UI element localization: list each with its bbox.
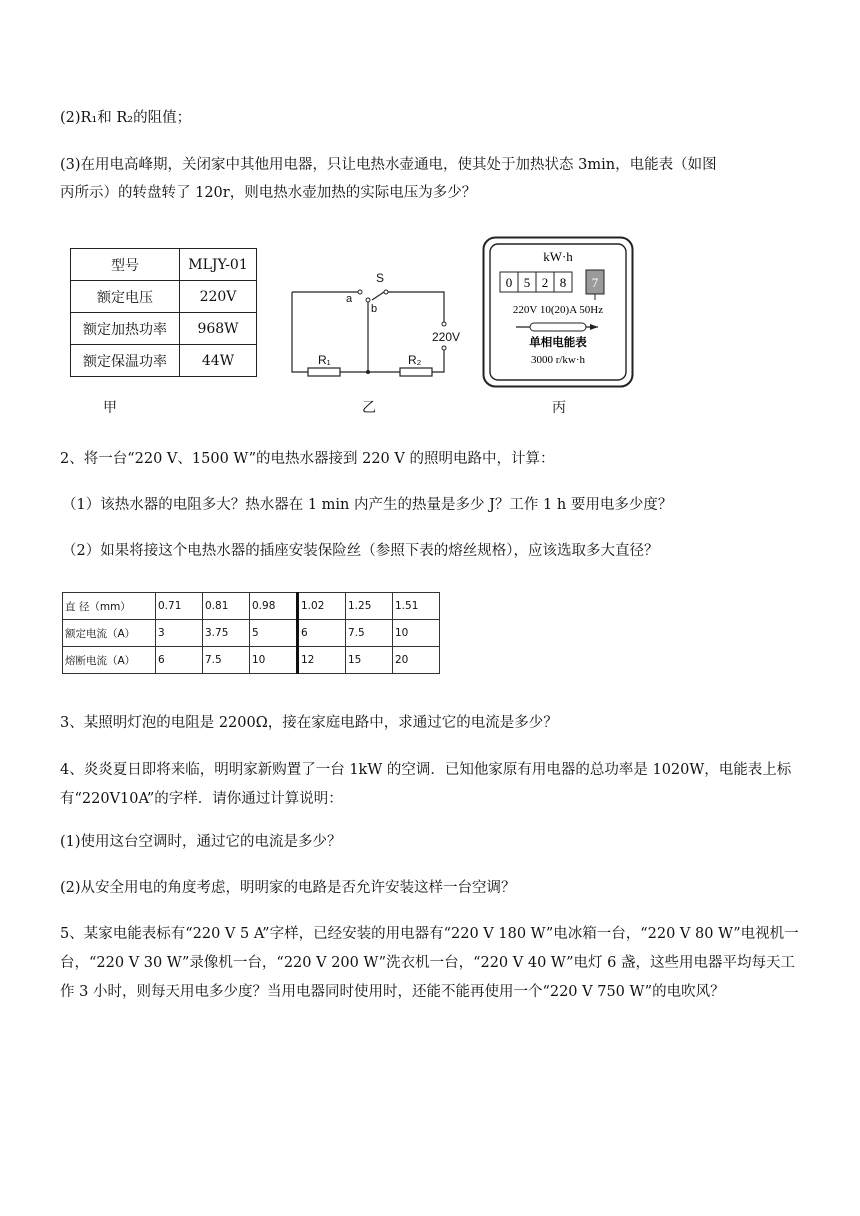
table-row: [63, 593, 440, 620]
spec-value: 220V: [180, 281, 257, 313]
question-4-part-1: (1)使用这台空调时，通过它的电流是多少？: [60, 834, 342, 850]
meter-name: 单相电能表: [529, 335, 587, 349]
fuse-cell: 10: [393, 620, 440, 647]
fuse-cell: 6: [298, 620, 346, 647]
contact-b-label: b: [371, 303, 378, 315]
question-1-part-3-line-1: (3)在用电高峰期，关闭家中其他用电器，只让电热水壶通电，使其处于加热状态 3min，电能表（如图: [60, 157, 717, 173]
question-3: 3、某照明灯泡的电阻是 2200Ω，接在家庭电路中，求通过它的电流是多少？: [60, 715, 558, 731]
r2-resistor: [400, 368, 432, 376]
meter-digit: 0: [505, 275, 513, 290]
fuse-row-header: 熔断电流（A）: [63, 647, 156, 674]
switch-label: S: [376, 271, 385, 285]
table-row: [71, 345, 257, 377]
spec-key: 额定加热功率: [71, 313, 180, 345]
r2-label: R₂: [408, 353, 422, 367]
spec-key: 额定电压: [71, 281, 180, 313]
figure-label-bing: 丙: [552, 400, 566, 416]
question-2-part-1: （1）该热水器的电阻多大？热水器在 1 min 内产生的热量是多少 J？工作 1 h 要用电多少度？: [62, 497, 673, 513]
circuit-diagram: [280, 262, 470, 392]
fuse-cell: 20: [393, 647, 440, 674]
table-row: [63, 647, 440, 674]
question-1-part-3-line-2: 丙所示）的转盘转了 120r，则电热水壶加热的实际电压为多少？: [60, 185, 477, 201]
figure-label-yi: 乙: [362, 400, 376, 416]
fuse-cell: 3: [156, 620, 203, 647]
table-row: [63, 620, 440, 647]
meter-digit: 2: [541, 275, 549, 290]
meter-digit: 5: [523, 275, 531, 290]
figure-label-jia: 甲: [103, 400, 117, 416]
fuse-cell: 0.98: [250, 593, 298, 620]
question-4-stem: 4、炎炎夏日即将来临，明明家新购置了一台 1kW 的空调．已知他家原有用电器的总功率是 1020W，电能表上标有“220V10A”的字样．请你通过计算说明：: [60, 762, 792, 807]
voltage-label: 220V: [432, 330, 461, 344]
fuse-cell: 7.5: [203, 647, 250, 674]
energy-meter: [482, 236, 634, 388]
question-2-stem: 2、将一台“220 V、1500 W”的电热水器接到 220 V 的照明电路中，计算：: [60, 451, 555, 467]
r1-label: R₁: [318, 353, 331, 367]
fuse-row-header: 额定电流（A）: [63, 620, 156, 647]
spec-value: MLJY-01: [180, 249, 257, 281]
question-5: 5、某家电能表标有“220 V 5 A”字样，已经安装的用电器有“220 V 180 W”电冰箱一台，“220 V 80 W”电视机一台，“220 V 30 W”录像机一台，“220 V 200 W”洗衣机一台，“220 V 40 W”电灯 6 盏，这些用电器平均每天工作 3 小时，则每天用电多少度？当用电器同时使用时，还能不能再使用一个“220 V 750 W”的电吹风？: [60, 926, 799, 1000]
fuse-cell: 7.5: [346, 620, 393, 647]
table-row: [71, 281, 257, 313]
spec-value: 968W: [180, 313, 257, 345]
fuse-row-header: 直 径（mm）: [63, 593, 156, 620]
fuse-cell: 10: [250, 647, 298, 674]
fuse-cell: 3.75: [203, 620, 250, 647]
r1-resistor: [308, 368, 340, 376]
table-row: [71, 249, 257, 281]
spec-key: 型号: [71, 249, 180, 281]
spec-key: 额定保温功率: [71, 345, 180, 377]
fuse-cell: 5: [250, 620, 298, 647]
fuse-cell: 0.81: [203, 593, 250, 620]
contact-a-label: a: [346, 293, 353, 305]
meter-digit: 8: [559, 275, 567, 290]
table-row: [71, 313, 257, 345]
meter-unit: kW·h: [543, 249, 573, 264]
meter-spec: 220V 10(20)A 50Hz: [512, 304, 604, 316]
spec-value: 44W: [180, 345, 257, 377]
fuse-cell: 15: [346, 647, 393, 674]
fuse-cell: 1.02: [298, 593, 346, 620]
fuse-cell: 1.25: [346, 593, 393, 620]
question-4-part-2: (2)从安全用电的角度考虑，明明家的电路是否允许安装这样一台空调？: [60, 880, 516, 896]
fuse-cell: 12: [298, 647, 346, 674]
fuse-spec-table: [62, 592, 440, 674]
fuse-cell: 0.71: [156, 593, 203, 620]
fuse-cell: 1.51: [393, 593, 440, 620]
question-1-part-2: (2)R₁和 R₂的阻值；: [60, 110, 192, 126]
kettle-spec-table: [70, 248, 257, 377]
fuse-cell: 6: [156, 647, 203, 674]
meter-digit-decimal: 7: [591, 275, 599, 290]
question-2-part-2: （2）如果将接这个电热水器的插座安装保险丝（参照下表的熔丝规格），应该选取多大直径？: [62, 543, 659, 559]
meter-constant: 3000 r/kw·h: [530, 354, 586, 366]
